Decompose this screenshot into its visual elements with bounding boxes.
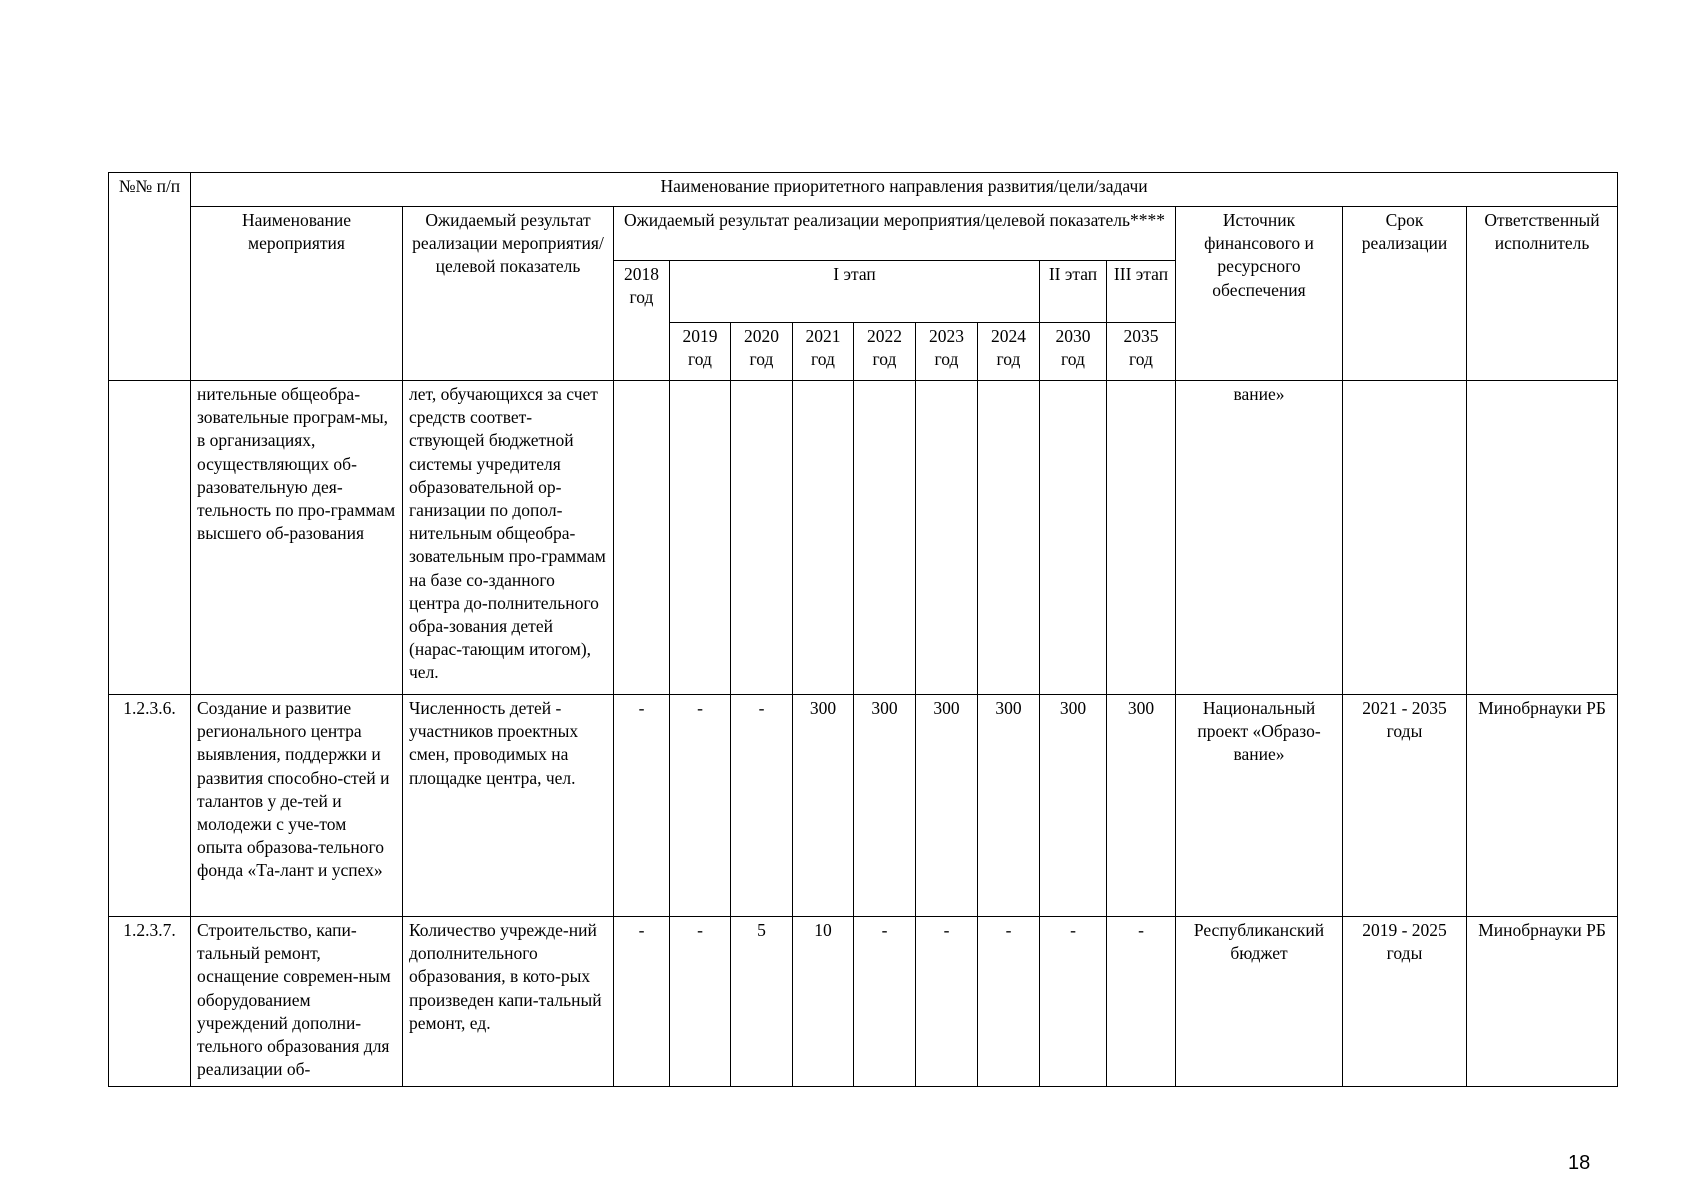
header-priority-title: Наименование приоритетного направления развития/цели/задачи (191, 173, 1618, 207)
row-value: - (670, 695, 731, 917)
row-value: - (916, 917, 978, 1087)
header-term: Срок реализации (1343, 207, 1467, 381)
table-row (109, 381, 1618, 695)
row-value: 300 (978, 695, 1040, 917)
row-result: Количество учрежде-ний дополнительного образования, в кото-рых произведен капи-тальный ремонт, ед. (403, 917, 614, 1087)
table-row (109, 917, 1618, 1087)
row-result: лет, обучающихся за счет средств соответ-ствующей бюджетной системы учредителя образовательной ор-ганизации по допол-нительным общеобра-зовательным про-граммам на базе со-зданного центра до-полнительного обра-зования детей (нарас-тающим итогом), чел. (403, 381, 614, 695)
header-stage-2: II этап (1040, 261, 1107, 323)
row-value: 5 (731, 917, 793, 1087)
row-value (1040, 381, 1107, 695)
row-value: - (854, 917, 916, 1087)
row-value: 300 (916, 695, 978, 917)
header-year: 2035 год (1107, 323, 1176, 381)
row-value: - (670, 917, 731, 1087)
row-source: Республиканский бюджет (1176, 917, 1343, 1087)
row-result: Численность детей - участников проектных смен, проводимых на площадке центра, чел. (403, 695, 614, 917)
header-num: №№ п/п (109, 173, 191, 381)
row-term: 2021 - 2035 годы (1343, 695, 1467, 917)
header-expected-result: Ожидаемый результат реализации мероприятия/целевой показатель (403, 207, 614, 381)
header-executor: Ответственный исполнитель (1467, 207, 1618, 381)
header-event-name: Наименование мероприятия (191, 207, 403, 381)
row-value (614, 381, 670, 695)
header-year: 2020 год (731, 323, 793, 381)
plan-table (108, 172, 1618, 1087)
row-value (731, 381, 793, 695)
page-number: 18 (1568, 1152, 1591, 1174)
row-term: 2019 - 2025 годы (1343, 917, 1467, 1087)
row-executor: Минобрнауки РБ (1467, 917, 1618, 1087)
header-stage-1: I этап (670, 261, 1040, 323)
row-value (854, 381, 916, 695)
header-year: 2030 год (1040, 323, 1107, 381)
row-value (978, 381, 1040, 695)
row-value: - (978, 917, 1040, 1087)
header-source: Источник финансового и ресурсного обеспечения (1176, 207, 1343, 381)
row-term (1343, 381, 1467, 695)
header-year: 2024 год (978, 323, 1040, 381)
row-value: - (731, 695, 793, 917)
header-year: 2019 год (670, 323, 731, 381)
row-value: - (614, 695, 670, 917)
row-event: нительные общеобра-зовательные програм-мы, в организациях, осуществляющих об-разовательную дея-тельность по про-граммам высшего об-разования (191, 381, 403, 695)
row-value: 10 (793, 917, 854, 1087)
header-year-2018: 2018 год (614, 261, 670, 381)
row-value: 300 (1040, 695, 1107, 917)
row-source: Национальный проект «Образо-вание» (1176, 695, 1343, 917)
row-source: вание» (1176, 381, 1343, 695)
row-value: - (1107, 917, 1176, 1087)
table-row (109, 695, 1618, 917)
header-year: 2021 год (793, 323, 854, 381)
header-stage-3: III этап (1107, 261, 1176, 323)
row-value (793, 381, 854, 695)
row-value (1107, 381, 1176, 695)
row-value: - (1040, 917, 1107, 1087)
row-executor (1467, 381, 1618, 695)
row-value: - (614, 917, 670, 1087)
header-year: 2022 год (854, 323, 916, 381)
row-value: 300 (854, 695, 916, 917)
row-event: Строительство, капи-тальный ремонт, оснащение современ-ным оборудованием учреждений дополни-тельного образования для реализации об- (191, 917, 403, 1087)
row-num: 1.2.3.7. (109, 917, 191, 1087)
row-value (670, 381, 731, 695)
row-value (916, 381, 978, 695)
row-num: 1.2.3.6. (109, 695, 191, 917)
row-executor: Минобрнауки РБ (1467, 695, 1618, 917)
row-num (109, 381, 191, 695)
row-value: 300 (793, 695, 854, 917)
row-value: 300 (1107, 695, 1176, 917)
header-year: 2023 год (916, 323, 978, 381)
header-expected-result-years: Ожидаемый результат реализации мероприятия/целевой показатель**** (614, 207, 1176, 261)
row-event: Создание и развитие регионального центра выявления, поддержки и развития способно-стей и талантов у де-тей и молодежи с уче-том опыта образова-тельного фонда «Та-лант и успех» (191, 695, 403, 917)
